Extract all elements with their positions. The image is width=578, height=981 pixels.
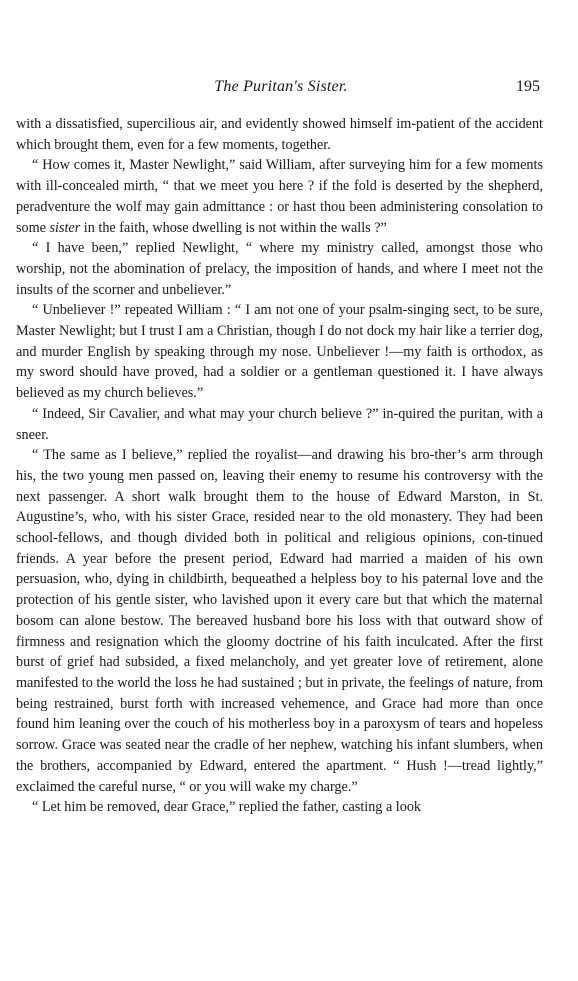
paragraph-text: “ Let him be removed, dear Grace,” replied the father, casting a look <box>32 799 422 816</box>
paragraph-text: “ The same as I believe,” replied the royalist—and drawing his bro-ther’s arm through his, the two young men passed on, leaving their enemy to resume his controversy with the next passenger. A short walk brought them to the house of Edward Marston, in St. Augustine’s, who, with his sister Grace, resided near to the old monastery. They had been school-fellows, and though divided both in political and religious opinions, con-tinued friends. A year before the present period, Edward had married a maiden of his own persuasion, who, dying in childbirth, bequeathed a helpless boy to his paternal love and the protection of his gentle sister, who lavished upon it every care but that which the maternal bosom can alone bestow. The bereaved husband bore his loss with that outward show of firmness and resignation which the gloomy doctrine of his faith inculcated. After the first burst of grief had subsided, a fixed melancholy, and yet greater love of retirement, alone manifested to the world the loss he had sustained ; but in private, the feelings of nature, from being restrained, burst forth with increased vehemence, and Grace had more than once found him leaning over the couch of his motherless boy in a paroxysm of tears and hopeless sorrow. Grace was seated near the cradle of her nephew, watching his infant slumbers, when the brothers, accompanied by Edward, entered the apartment. “ Hush !—tread lightly,” exclaimed the careful nurse, “ or you will wake my charge.” <box>16 447 543 795</box>
paragraph-1 <box>16 114 543 155</box>
paragraph-6 <box>16 445 543 797</box>
page-header <box>16 78 546 102</box>
running-title: The Puritan's Sister. <box>214 78 348 95</box>
paragraph-4 <box>16 300 543 404</box>
paragraph-text: “ How comes it, Master Newlight,” said William, after surveying him for a few moments with ill-concealed mirth, “ that we meet you here ? if the fold is deserted by the shepherd, peradventure the wolf may gain admittance : or hast thou been administering consolation to some <box>16 157 543 236</box>
paragraph-3 <box>16 238 543 300</box>
paragraph-7 <box>16 797 543 818</box>
paragraph-text: “ Unbeliever !” repeated William : “ I am not one of your psalm-singing sect, to be sure, Master Newlight; but I trust I am a Christian, though I do not dock my hair like a terrier dog, and murder English by speaking through my nose. Unbeliever !—my faith is orthodox, as my sword should have proved, had a soldier or a gentleman questioned it. I have always believed as my church believes.” <box>16 302 543 402</box>
paragraph-text: in the faith, whose dwelling is not within the walls ?” <box>80 219 387 236</box>
page-body <box>16 114 543 818</box>
italic-word: sister <box>49 219 81 236</box>
paragraph-text: “ Indeed, Sir Cavalier, and what may your church believe ?” in-quired the puritan, with a sneer. <box>16 405 543 443</box>
paragraph-text: “ I have been,” replied Newlight, “ where my ministry called, amongst those who worship, not the abomination of prelacy, the imposition of hands, and where I meet not the insults of the scorner and unbeliever.” <box>16 240 543 298</box>
page-number: 195 <box>516 78 540 95</box>
paragraph-text: with a dissatisfied, supercilious air, and evidently showed himself im-patient of the accident which brought them, even for a few moments, together. <box>16 116 543 153</box>
paragraph-2 <box>16 155 543 238</box>
paragraph-5 <box>16 404 543 445</box>
